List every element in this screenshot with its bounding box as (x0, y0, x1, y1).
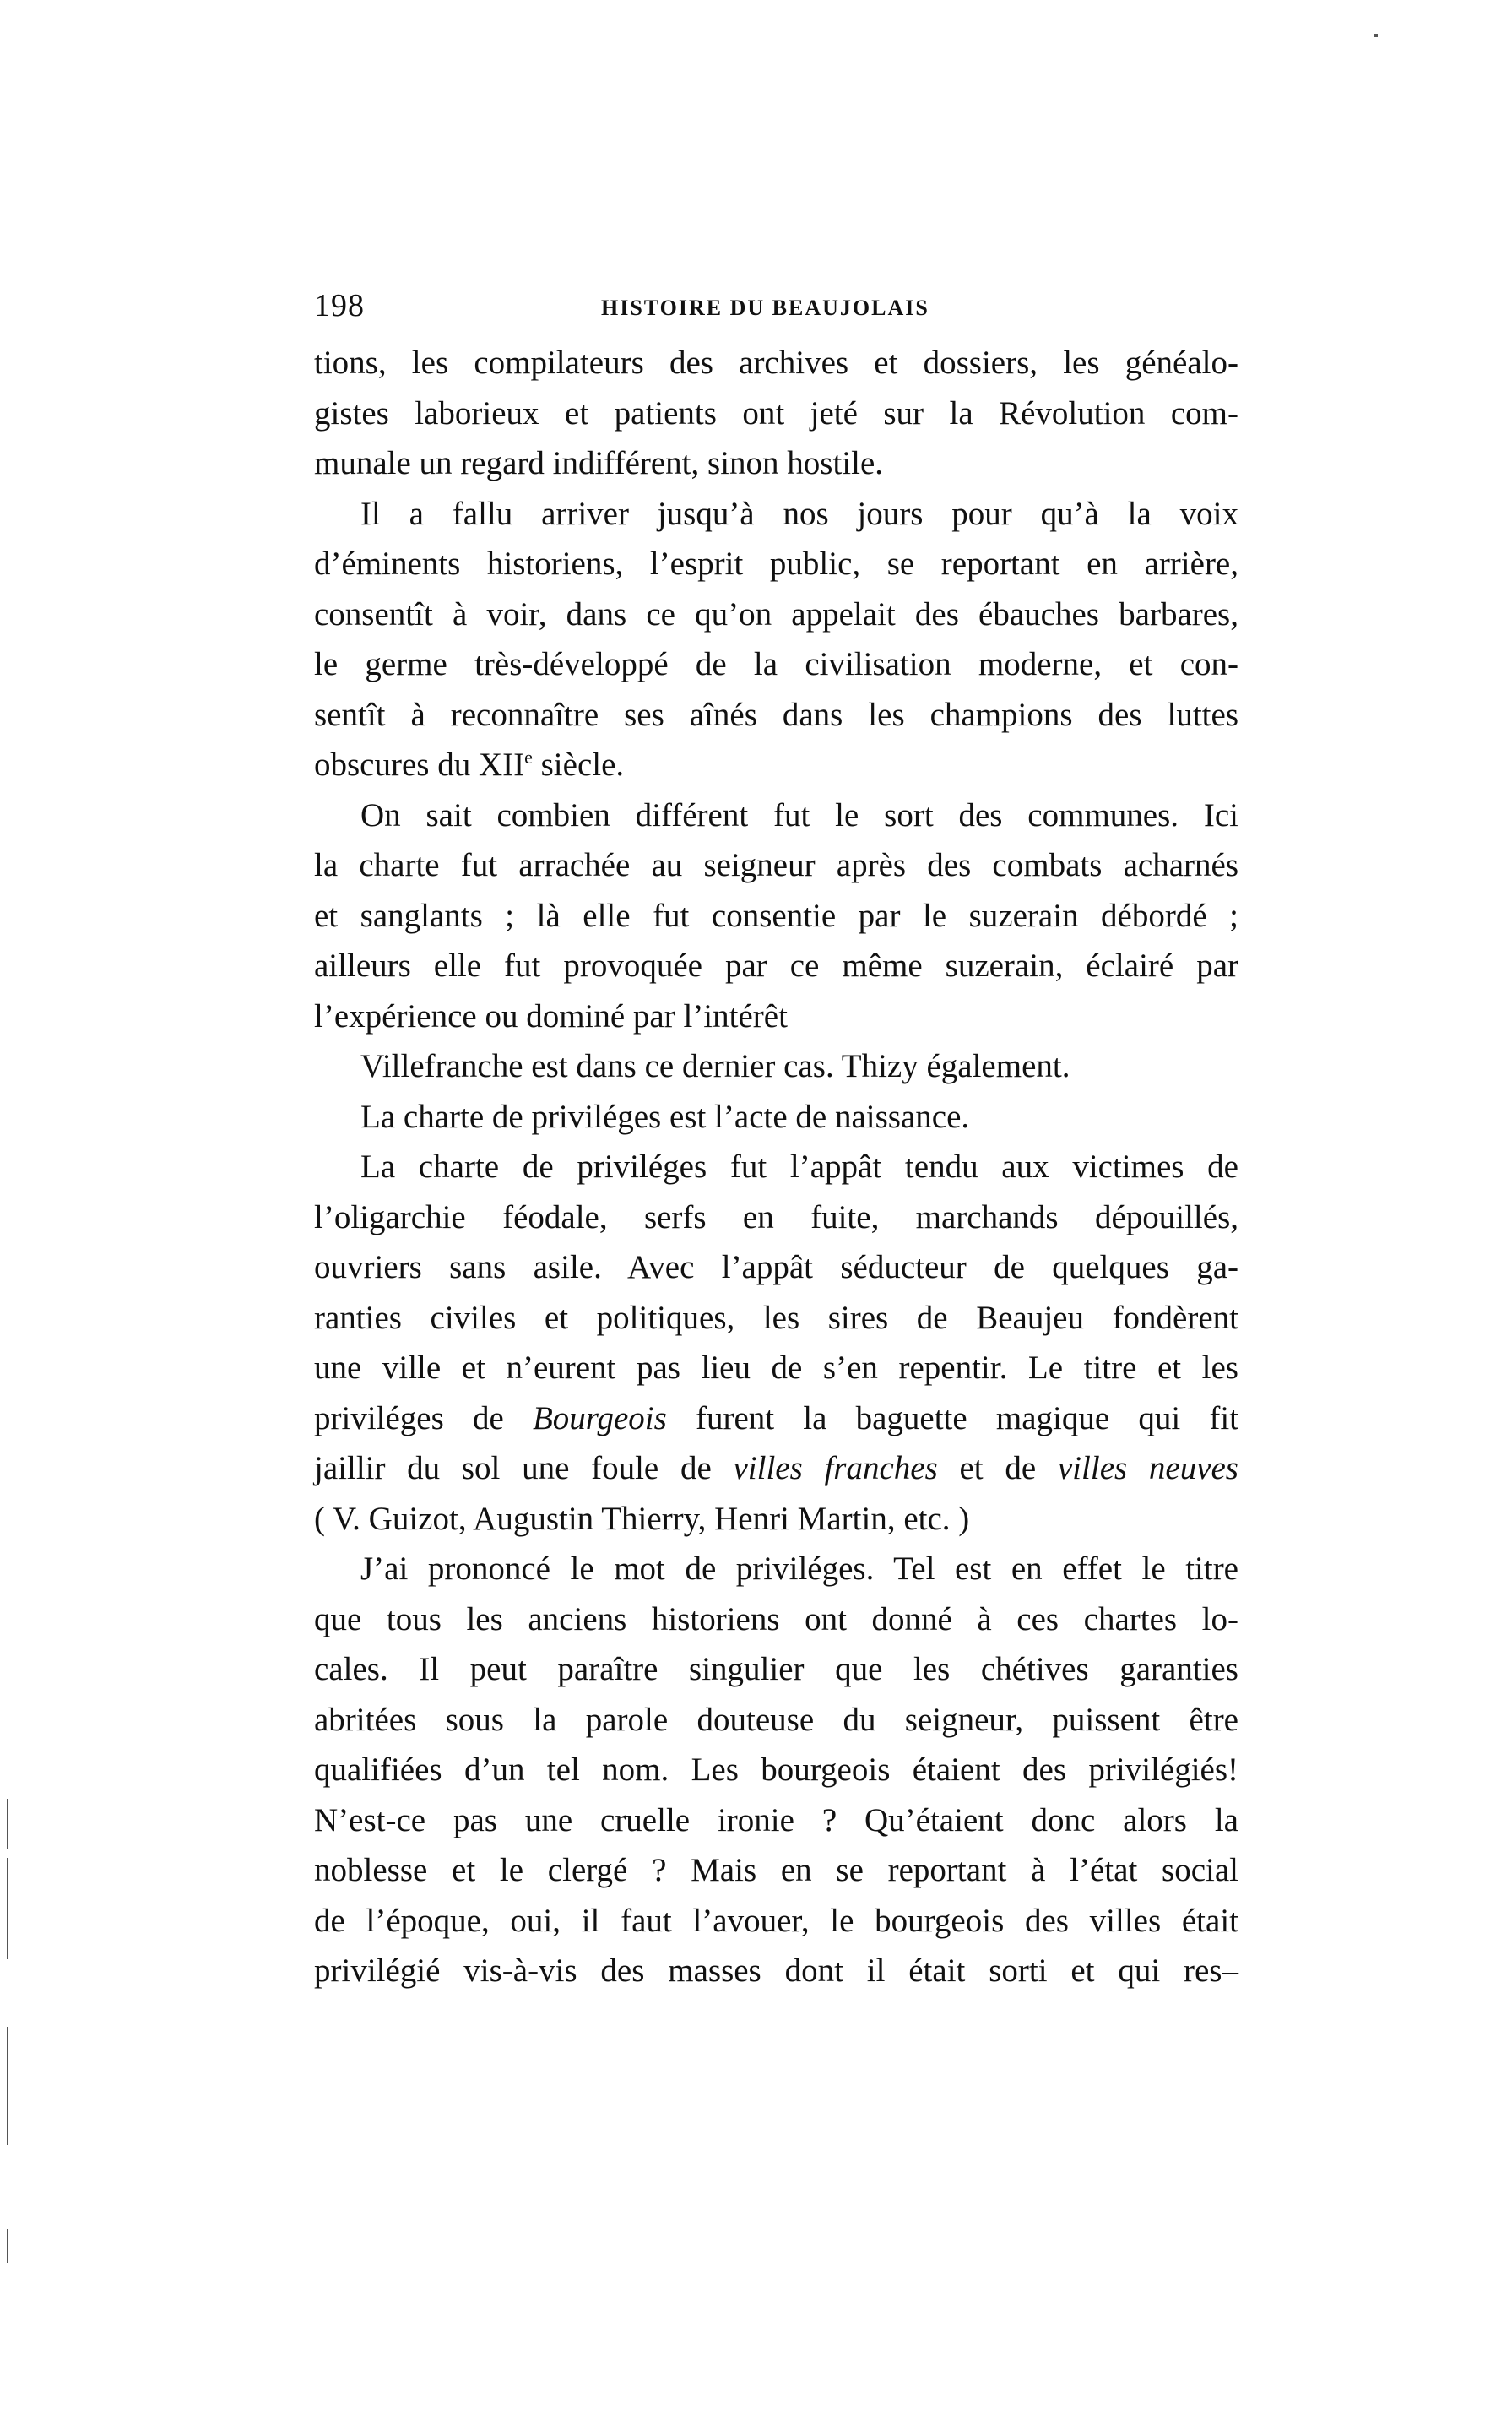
text-line: J’ai prononcé le mot de priviléges. Tel est en effet le titre (360, 1550, 1238, 1587)
scan-margin-mark (7, 1858, 8, 1959)
italic-term: Bourgeois (532, 1399, 667, 1436)
paragraph (314, 489, 1238, 841)
body-text (314, 338, 1238, 1996)
text-line: ouvriers sans asile. Avec l’appât séducteur de quelques ga- (314, 1249, 1238, 1285)
text-line: gistes laborieux et patients ont jeté sur la Révolution com- (314, 394, 1238, 432)
text-line (314, 1393, 1238, 1444)
text-line: La charte de priviléges fut l’appât tendu aux victimes de (360, 1149, 1238, 1185)
text-fragment: et de (937, 1450, 1058, 1486)
text-line: ( V. Guizot, Augustin Thierry, Henri Martin, etc. ) (314, 1500, 970, 1537)
text-line: et sanglants ; là elle fut consentie par le suzerain débordé ; (314, 897, 1238, 934)
text-line: Villefranche est dans ce dernier cas. Thizy également. (360, 1048, 1070, 1084)
scan-margin-mark (7, 1799, 8, 1849)
text-line: consentît à voir, dans ce qu’on appelait des ébauches barbares, (314, 595, 1238, 633)
text-line: ailleurs elle fut provoquée par ce même suzerain, éclairé par (314, 948, 1238, 984)
text-line: le germe très-développé de la civilisation moderne, et con- (314, 646, 1238, 682)
text-line: Il a fallu arriver jusqu’à nos jours pour qu’à la voix (360, 495, 1238, 532)
text-line: munale un regard indifférent, sinon hostile. (314, 445, 884, 481)
text-line: que tous les anciens historiens ont donné à ces chartes lo- (314, 1600, 1238, 1637)
text-fragment: jaillir du sol une foule de (314, 1450, 734, 1486)
text-line: d’éminents historiens, l’esprit public, se reportant en arrière, (314, 546, 1238, 582)
text-line (314, 740, 1238, 790)
text-line: l’expérience ou dominé par l’intérêt (314, 997, 788, 1035)
text-line: la charte fut arrachée au seigneur après des combats acharnés (314, 847, 1238, 883)
text-line (314, 1443, 1238, 1494)
text-line: cales. Il peut paraître singulier que les chétives garanties (314, 1651, 1238, 1687)
text-line: tions, les compilateurs des archives et dossiers, les généalo- (314, 345, 1238, 381)
paragraph (314, 1092, 1238, 1143)
text-line: abritées sous la parole douteuse du seigneur, puissent être (314, 1701, 1238, 1738)
page-number: 198 (314, 288, 365, 323)
text-line: ranties civiles et politiques, les sires de Beaujeu fondèrent (314, 1299, 1238, 1336)
text-line: qualifiées d’un tel nom. Les bourgeois étaient des privilégiés! (314, 1751, 1238, 1788)
century-text: obscures du XII (314, 747, 525, 783)
text-line: noblesse et le clergé ? Mais en se reportant à l’état social (314, 1852, 1238, 1888)
running-head (314, 287, 1238, 338)
text-line: de l’époque, oui, il faut l’avouer, le bourgeois des villes était (314, 1902, 1238, 1939)
superscript: e (524, 747, 533, 768)
text-line: On sait combien différent fut le sort des communes. Ici (360, 796, 1238, 834)
scan-margin-mark (7, 2229, 8, 2263)
scan-margin-mark (7, 2027, 8, 2145)
text-line: sentît à reconnaître ses aînés dans les champions des luttes (314, 696, 1238, 733)
book-page (314, 287, 1238, 1996)
paragraph (314, 1544, 1238, 1996)
paragraph (314, 1041, 1238, 1092)
text-fragment: priviléges de (314, 1399, 533, 1436)
scan-margin-mark (1374, 34, 1378, 37)
text-line: N’est-ce pas une cruelle ironie ? Qu’étaient donc alors la (314, 1801, 1238, 1838)
italic-term: villes franches (733, 1450, 938, 1486)
text-fragment: furent la baguette magique qui fit (666, 1399, 1238, 1436)
text-line: La charte de priviléges est l’acte de naissance. (360, 1098, 970, 1135)
running-title: HISTOIRE DU BEAUJOLAIS (601, 296, 929, 320)
paragraph (314, 338, 1238, 489)
paragraph (314, 840, 1238, 1041)
paragraph (314, 1142, 1238, 1544)
text-line: l’oligarchie féodale, serfs en fuite, marchands dépouillés, (314, 1198, 1238, 1235)
text-line: une ville et n’eurent pas lieu de s’en repentir. Le titre et les (314, 1349, 1238, 1386)
italic-term: villes neuves (1057, 1450, 1238, 1486)
text-line: privilégié vis-à-vis des masses dont il était sorti et qui res– (314, 1952, 1238, 1989)
century-tail: siècle. (532, 747, 625, 783)
